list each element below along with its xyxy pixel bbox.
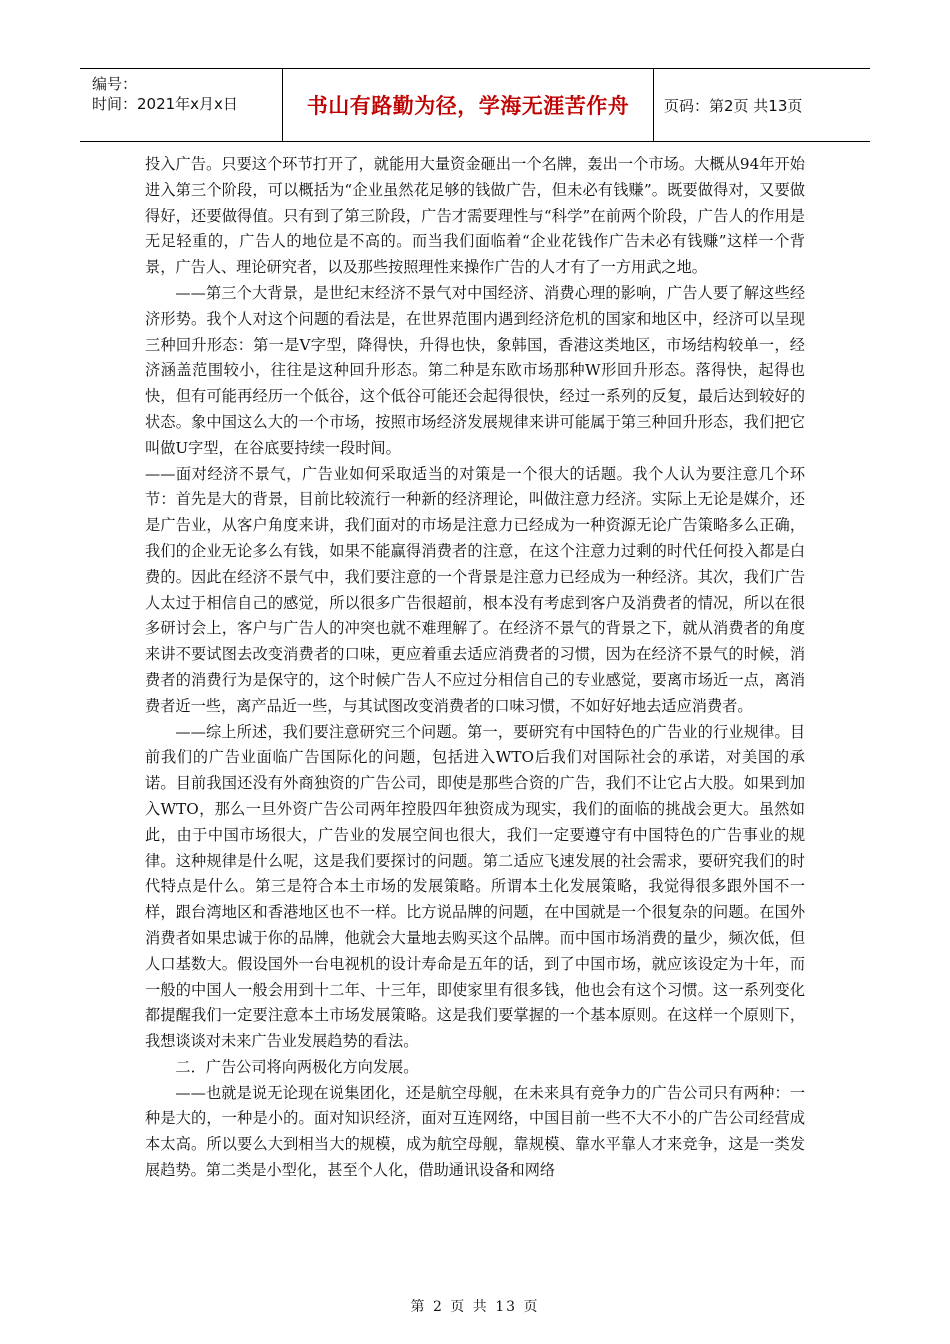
paragraph: ——也就是说无论现在说集团化，还是航空母舰，在未来具有竞争力的广告公司只有两种：一种是大的，一种是小的。面对知识经济，面对互连网络，中国目前一些不大不小的广告公司经营成本太高。所以要么大到相当大的规模，成为航空母舰，靠规模、靠水平靠人才来竞争，这是一类发展趋势。第二类是小型化，甚至个人化，借助通讯设备和网络: [145, 1083, 805, 1180]
document-date-label: 时间：2021年x月x日: [92, 95, 238, 113]
section-heading: 二．广告公司将向两极化方向发展。: [175, 1057, 419, 1076]
paragraph: ——综上所述，我们要注意研究三个问题。第一，要研究有中国特色的广告业的行业规律。目前我们的广告业面临广告国际化的问题，包括进入WTO后我们对国际社会的承诺，对美国的承诺。目前我国还没有外商独资的广告公司，即使是那些合资的广告，我们不让它占大股。如果到加入WTO，那么一旦外资广告公司两年控股四年独资成为现实，我们的面临的挑战会更大。虽然如此，由于中国市场很大，广告业的发展空间也很大，我们一定要遵守有中国特色的广告事业的规律。这种规律是什么呢，这是我们要探讨的问题。第二适应飞速发展的社会需求，要研究我们的时代特点是什么。第三是符合本土市场的发展策略。所谓本土化发展策略，我觉得很多跟外国不一样，跟台湾地区和香港地区也不一样。比方说品牌的问题，在中国就是一个很复杂的问题。在国外消费者如果忠诚于你的品牌，他就会大量地去购买这个品牌。而中国市场消费的量少，频次低，但人口基数大。假设国外一台电视机的设计寿命是五年的话，到了中国市场，就应该设定为十年，而一般的中国人一般会用到十二年、十三年，即使家里有很多钱，他也会有这个习惯。这一系列变化都提醒我们一定要注意本土市场发展策略。这是我们要掌握的一个基本原则。在这样一个原则下，我想谈谈对未来广告业发展趋势的看法。: [145, 722, 805, 1051]
header-motto: 书山有路勤为径，学海无涯苦作舟: [283, 69, 654, 141]
paragraph: 投入广告。只要这个环节打开了，就能用大量资金砸出一个名牌，轰出一个市场。大概从94年开始进入第三个阶段，可以概括为“企业虽然花足够的钱做广告，但未必有钱赚”。既要做得对，又要做得好，还要做得值。只有到了第三阶段，广告才需要理性与“科学”在前两个阶段，广告人的作用是无足轻重的，广告人的地位是不高的。而当我们面临着“企业花钱作广告未必有钱赚”这样一个背景，广告人、理论研究者，以及那些按照理性来操作广告的人才有了一方用武之地。: [145, 155, 805, 277]
page-header: [80, 68, 870, 142]
paragraph: ——面对经济不景气，广告业如何采取适当的对策是一个很大的话题。我个人认为要注意几个环节：首先是大的背景，目前比较流行一种新的经济理论，叫做注意力经济。实际上无论是媒介，还是广告业，从客户角度来讲，我们面对的市场是注意力已经成为一种资源无论广告策略多么正确，我们的企业无论多么有钱，如果不能赢得消费者的注意，在这个注意力过剩的时代任何投入都是白费的。因此在经济不景气中，我们要注意的一个背景是注意力已经成为一种经济。其次，我们广告人太过于相信自己的感觉，所以很多广告很超前，根本没有考虑到客户及消费者的情况，所以在很多研讨会上，客户与广告人的冲突也就不难理解了。在经济不景气的背景之下，就从消费者的角度来讲不要试图去改变消费者的口味，更应着重去适应消费者的习惯，因为在经济不景气的时候，消费者的消费行为是保守的，这个时候广告人不应过分相信自己的专业感觉，要离市场近一点，离消费者近一些，离产品近一些，与其试图改变消费者的口味习惯，不如好好地去适应消费者。: [145, 464, 805, 715]
document-body: [145, 152, 805, 1184]
header-meta: [80, 69, 283, 141]
paragraph: ——第三个大背景，是世纪末经济不景气对中国经济、消费心理的影响，广告人要了解这些经济形势。我个人对这个问题的看法是，在世界范围内遇到经济危机的国家和地区中，经济可以呈现三种回升形态：第一是V字型，降得快，升得也快，象韩国，香港这类地区，市场结构较单一，经济涵盖范围较小，往往是这种回升形态。第二种是东欧市场那种W形回升形态。落得快，起得也快，但有可能再经历一个低谷，这个低谷可能还会起得很快，经过一系列的反复，最后达到较好的状态。象中国这么大的一个市场，按照市场经济发展规律来讲可能属于第三种回升形态，我们把它叫做U字型，在谷底要持续一段时间。: [145, 283, 805, 457]
document-number-label: 编号：: [92, 75, 138, 93]
header-page-number: 页码：第2页 共13页: [664, 96, 803, 115]
page-footer: 第 2 页 共 13 页: [410, 1299, 540, 1315]
